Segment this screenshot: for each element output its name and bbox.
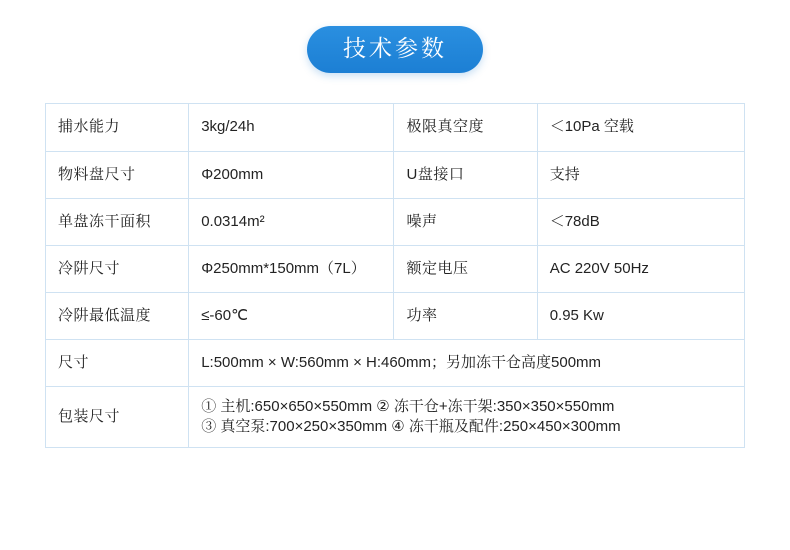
- spec-label: 单盘冻干面积: [46, 199, 189, 246]
- table-row-dimensions: [46, 340, 745, 387]
- spec-label: 尺寸: [46, 340, 189, 387]
- spec-value: ＜78dB: [537, 199, 744, 246]
- spec-label: 功率: [394, 293, 537, 340]
- packing-line-2: ③ 真空泵:700×250×350mm ④ 冻干瓶及配件:250×450×300mm: [201, 418, 621, 435]
- packing-line-1: ① 主机:650×650×550mm ② 冻干仓+冻干架:350×350×550mm: [201, 397, 615, 415]
- table-row: [46, 199, 745, 246]
- page-title: 技术参数: [307, 26, 483, 73]
- spec-label: 极限真空度: [394, 104, 537, 152]
- spec-value: 0.0314m²: [189, 199, 394, 246]
- spec-value: 0.95 Kw: [537, 293, 744, 340]
- spec-label: 包装尺寸: [46, 387, 189, 448]
- spec-table-container: [45, 103, 745, 448]
- spec-value: Φ200mm: [189, 152, 394, 199]
- spec-value: 3kg/24h: [189, 104, 394, 152]
- spec-value: Φ250mm*150mm（7L）: [189, 246, 394, 293]
- spec-value-packing: [189, 387, 745, 448]
- spec-table: [45, 103, 745, 448]
- table-row: [46, 104, 745, 152]
- spec-value: ＜10Pa 空载: [537, 104, 744, 152]
- spec-value: AC 220V 50Hz: [537, 246, 744, 293]
- table-row-packing: [46, 387, 745, 448]
- spec-value: 支持: [537, 152, 744, 199]
- spec-label: 噪声: [394, 199, 537, 246]
- title-area: [0, 0, 790, 73]
- spec-value: ≤-60℃: [189, 293, 394, 340]
- spec-label: 物料盘尺寸: [46, 152, 189, 199]
- table-row: [46, 293, 745, 340]
- spec-label: U盘接口: [394, 152, 537, 199]
- spec-label: 冷阱最低温度: [46, 293, 189, 340]
- table-row: [46, 152, 745, 199]
- spec-label: 额定电压: [394, 246, 537, 293]
- spec-value: L:500mm × W:560mm × H:460mm；另加冻干仓高度500mm: [189, 340, 745, 387]
- spec-label: 捕水能力: [46, 104, 189, 152]
- table-row: [46, 246, 745, 293]
- spec-label: 冷阱尺寸: [46, 246, 189, 293]
